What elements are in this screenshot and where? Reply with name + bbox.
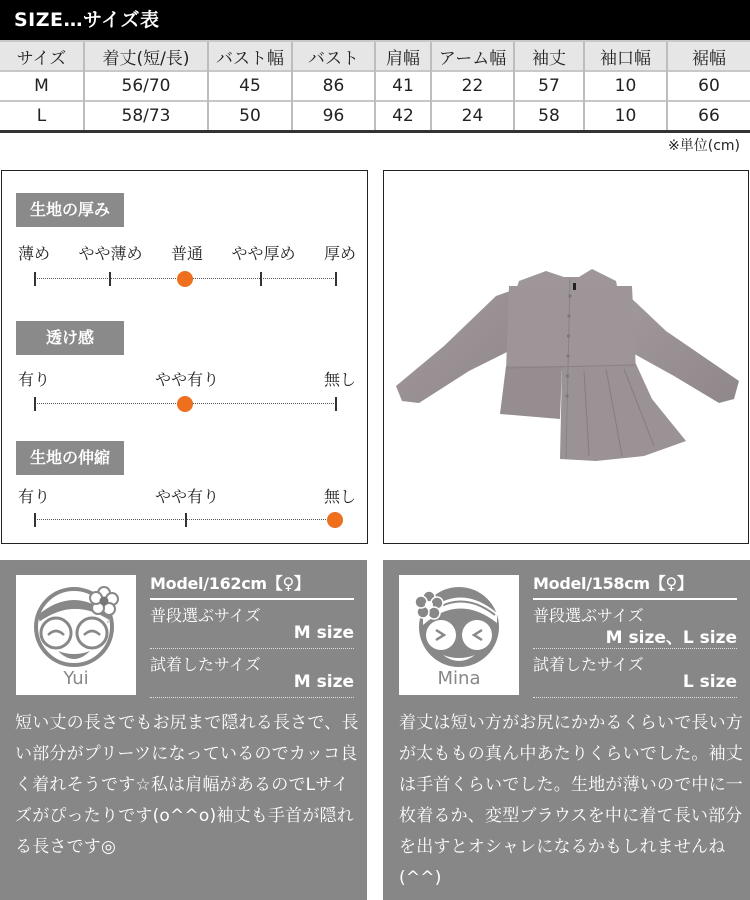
column-header: バスト幅 (208, 41, 292, 71)
product-image-panel (383, 170, 749, 544)
scale-tick (34, 397, 36, 411)
column-header: 裾幅 (667, 41, 750, 71)
stretch-label: 生地の伸縮 (16, 441, 124, 475)
smiling-face-avatar-icon (16, 575, 136, 675)
stretch-scale (34, 513, 336, 527)
column-header: 着丈(短/長) (84, 41, 208, 71)
thickness-scale (34, 272, 336, 286)
table-cell: 58 (514, 101, 584, 131)
transparency-scale-labels (18, 367, 356, 390)
model-card-yui (0, 560, 367, 900)
table-cell: 10 (584, 71, 667, 101)
blouse-photo-icon (384, 171, 747, 542)
usual-size-label: 普段選ぶサイズ (150, 606, 261, 625)
tried-size-value: L size (682, 672, 737, 692)
winking-face-avatar-icon (399, 575, 519, 675)
thickness-scale-labels (18, 241, 356, 264)
scale-indicator-dot (327, 512, 343, 528)
scale-label: やや有り (154, 370, 219, 389)
scale-label: やや薄め (78, 244, 143, 263)
table-cell: 10 (584, 101, 667, 131)
table-cell: 66 (667, 101, 750, 131)
scale-tick (335, 397, 337, 411)
table-cell: M (0, 71, 84, 101)
table-cell: 57 (514, 71, 584, 101)
table-cell: 86 (292, 71, 375, 101)
scale-label: 無し (323, 370, 356, 389)
model-info (150, 572, 354, 698)
table-cell: L (0, 101, 84, 131)
tried-size-label: 試着したサイズ (150, 655, 261, 674)
column-header: アーム幅 (431, 41, 514, 71)
transparency-label: 透け感 (16, 321, 124, 355)
model-comment: 短い丈の長さでもお尻まで隠れる長さで、長い部分がプリーツになっているのでカッコ良く着れそうです☆私は肩幅があるのでLサイズがぴったりです(o^^o)袖丈も手首が隠れる長さです◎ (15, 713, 359, 857)
avatar-name: Mina (437, 668, 481, 689)
scale-label: やや有り (154, 487, 219, 506)
usual-size-row (533, 600, 737, 649)
table-cell: 22 (431, 71, 514, 101)
avatar-name: Yui (63, 668, 89, 689)
model-title: Model/162cm【♀】 (150, 572, 354, 600)
scale-indicator-dot (177, 396, 193, 412)
model-info (533, 572, 737, 698)
avatar (16, 575, 136, 695)
unit-note: ※単位(cm) (668, 138, 740, 154)
model-comment: 着丈は短い方がお尻にかかるくらいで長い方が太ももの真ん中あたりくらいでした。袖丈は手首くらいでした。生地が薄いので中に一枚着るか、変型ブラウスを中に着て長い部分を出すとオシャレになるかもしれませんね(^^) (399, 713, 743, 888)
transparency-scale (34, 397, 336, 411)
scale-label: 厚め (323, 244, 356, 263)
stretch-scale-labels (18, 484, 356, 507)
scale-tick (109, 272, 111, 286)
column-header: サイズ (0, 41, 84, 71)
table-cell: 24 (431, 101, 514, 131)
table-row (0, 71, 750, 101)
scale-tick (185, 513, 187, 527)
table-row (0, 101, 750, 131)
scale-label: 無し (323, 487, 356, 506)
scale-tick (260, 272, 262, 286)
column-header: バスト (292, 41, 375, 71)
table-cell: 60 (667, 71, 750, 101)
fabric-properties-panel (1, 170, 368, 544)
usual-size-label: 普段選ぶサイズ (533, 606, 644, 625)
tried-size-label: 試着したサイズ (533, 655, 644, 674)
scale-tick (335, 272, 337, 286)
model-card-mina (383, 560, 750, 900)
scale-label: 普通 (170, 244, 203, 263)
scale-label: 有り (18, 487, 51, 506)
table-cell: 42 (375, 101, 431, 131)
usual-size-value: M size (293, 623, 354, 643)
column-header: 肩幅 (375, 41, 431, 71)
scale-tick (34, 272, 36, 286)
scale-tick (34, 513, 36, 527)
column-header: 袖口幅 (584, 41, 667, 71)
column-header: 袖丈 (514, 41, 584, 71)
size-chart-title: SIZE…サイズ表 (0, 0, 750, 40)
scale-indicator-dot (177, 271, 193, 287)
table-header-row (0, 41, 750, 71)
scale-label: やや厚め (231, 244, 296, 263)
tried-size-value: M size (293, 672, 354, 692)
scale-label: 有り (18, 370, 51, 389)
table-cell: 45 (208, 71, 292, 101)
usual-size-row (150, 600, 354, 649)
size-table (0, 40, 750, 133)
table-cell: 58/73 (84, 101, 208, 131)
table-cell: 56/70 (84, 71, 208, 101)
tried-size-row (533, 649, 737, 698)
avatar (399, 575, 519, 695)
scale-label: 薄め (18, 244, 51, 263)
fabric-thickness-label: 生地の厚み (16, 193, 124, 227)
model-title: Model/158cm【♀】 (533, 572, 737, 600)
usual-size-value: M size、L size (605, 628, 737, 648)
table-cell: 96 (292, 101, 375, 131)
tried-size-row (150, 649, 354, 698)
table-cell: 50 (208, 101, 292, 131)
table-cell: 41 (375, 71, 431, 101)
